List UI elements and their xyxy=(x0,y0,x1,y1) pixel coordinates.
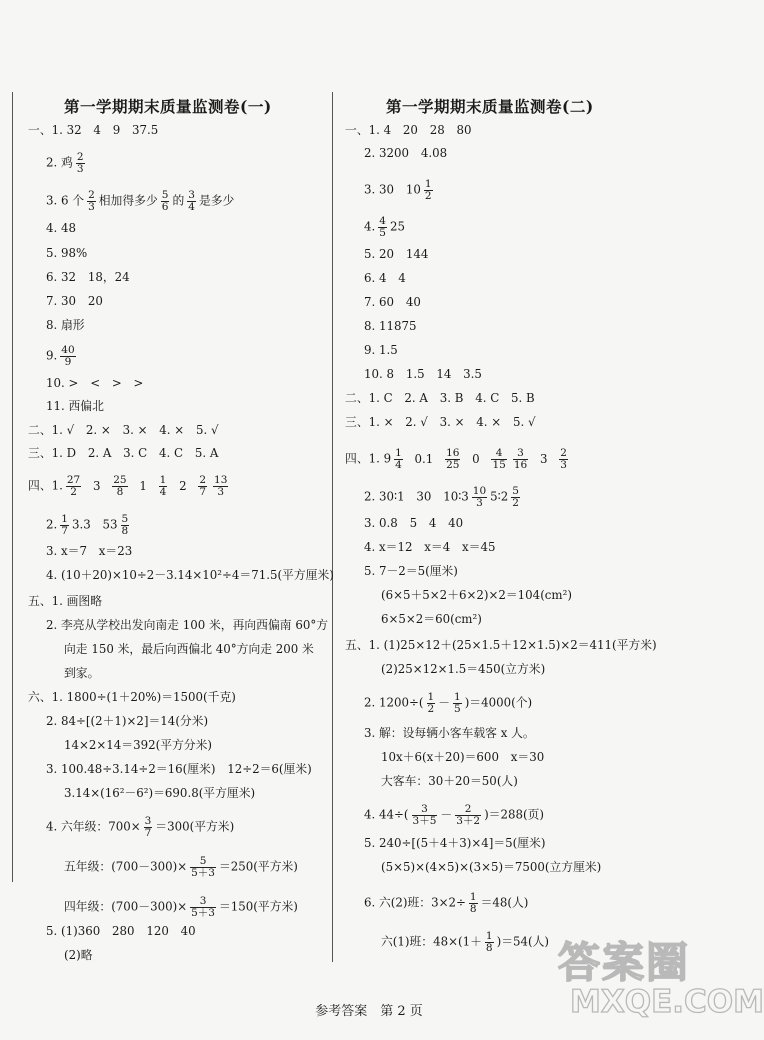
answer-line xyxy=(364,726,535,740)
fraction xyxy=(159,475,168,498)
answer-text: 2. 李亮从学校出发向南走 100 米，再向西偏南 60°方 xyxy=(46,618,329,632)
fraction-numerator: 1 xyxy=(427,691,435,703)
fraction-numerator: 2 xyxy=(88,189,95,201)
fraction-numerator: 16 xyxy=(446,447,460,459)
answer-text: 6×5×2＝60(cm²) xyxy=(381,612,482,626)
answer-line xyxy=(46,514,132,537)
answer-line xyxy=(28,423,219,437)
fraction-denominator: 5＋3 xyxy=(191,907,215,919)
fraction-denominator: 5 xyxy=(454,703,461,715)
fraction-numerator: 5 xyxy=(190,856,216,868)
fraction-denominator: 5 xyxy=(379,227,386,239)
answer-line xyxy=(64,786,255,800)
fraction-numerator: 1 xyxy=(395,447,402,459)
number: 0.1 xyxy=(410,451,438,466)
answer-text: 10. > < > > xyxy=(46,376,144,390)
fraction xyxy=(511,486,520,509)
fraction-numerator: 2 xyxy=(199,474,207,486)
watermark-logo xyxy=(558,930,764,1030)
answer-line xyxy=(381,750,544,764)
fraction-numerator: 3 xyxy=(513,448,528,460)
fraction-numerator: 2 xyxy=(76,151,84,163)
answer-text: 3. 解：设每辆小客车载客 x 人。 xyxy=(364,726,535,740)
answer-line xyxy=(364,343,398,357)
fraction-numerator: 5 xyxy=(161,189,169,201)
answer-text: )＝54(人) xyxy=(496,934,550,949)
answer-line xyxy=(364,146,447,160)
fraction-denominator: 8 xyxy=(116,486,124,498)
answer-line xyxy=(345,123,472,137)
answer-text: 7. 60 40 xyxy=(364,295,421,309)
answer-text: 2. xyxy=(46,517,58,532)
left-section-title: 第一学期期末质量监测卷(一) xyxy=(64,97,272,116)
fraction-numerator: 40 xyxy=(61,344,75,356)
answer-line xyxy=(364,892,528,915)
answer-text: 9. xyxy=(46,348,58,363)
answer-line xyxy=(64,666,99,680)
answer-line xyxy=(345,391,535,405)
fraction xyxy=(66,475,81,498)
answer-line xyxy=(345,448,571,471)
answer-line xyxy=(364,271,406,285)
fraction-numerator: 4 xyxy=(491,448,506,460)
answer-line xyxy=(345,415,536,429)
answer-line xyxy=(364,247,428,261)
answer-line xyxy=(46,544,132,558)
answer-text: ＝250(平方米) xyxy=(218,859,298,874)
fraction xyxy=(187,190,196,213)
answer-text: 3. 30 10 xyxy=(364,182,421,197)
answer-text: 四年级：(700－300)× xyxy=(64,899,188,914)
fraction-denominator: 25 xyxy=(446,459,460,471)
answer-text: 是多少 xyxy=(198,193,235,208)
fraction-denominator: 3 xyxy=(88,201,95,213)
fraction xyxy=(60,514,69,537)
column-divider xyxy=(332,92,333,962)
answer-text: 一、1. 32 4 9 37.5 xyxy=(28,123,159,137)
fraction xyxy=(60,345,75,368)
answer-line xyxy=(64,642,314,656)
answer-text: 2. 3200 4.08 xyxy=(364,146,448,160)
answer-line xyxy=(46,618,328,632)
answer-line xyxy=(46,246,87,260)
answer-text: 3. 0.8 5 4 40 xyxy=(364,516,464,530)
answer-text: 8. 11875 xyxy=(364,319,417,333)
fraction xyxy=(485,931,494,954)
fraction-denominator: 3 xyxy=(217,486,225,498)
fraction xyxy=(161,190,170,213)
answer-line xyxy=(381,860,601,874)
answer-text: (2)略 xyxy=(64,948,93,962)
answer-line xyxy=(46,762,312,776)
answer-text: 5∶2 xyxy=(490,489,509,504)
answer-line xyxy=(364,804,544,827)
answer-text: 3. 6 个 xyxy=(46,193,85,208)
fraction-numerator: 13 xyxy=(214,474,228,486)
answer-line xyxy=(46,270,130,284)
fraction-denominator: 6 xyxy=(161,201,169,213)
fraction-numerator: 5 xyxy=(121,513,129,525)
answer-text: 5. 7－2＝5(厘米) xyxy=(364,564,458,578)
answer-text: 一、1. 4 20 28 80 xyxy=(345,123,472,137)
answer-line xyxy=(381,662,545,676)
answer-text: 四、1. 9 xyxy=(345,451,392,466)
answer-text: 二、1. C 2. A 3. B 4. C 5. B xyxy=(345,391,535,405)
number: 0 xyxy=(468,451,484,466)
answer-text: (2)25×12×1.5＝450(立方米) xyxy=(381,662,546,676)
fraction-denominator: 2 xyxy=(70,486,77,498)
answer-text: 的 xyxy=(172,193,185,208)
fraction-numerator: 3 xyxy=(144,815,152,827)
answer-text: 三、1. D 2. A 3. C 4. C 5. A xyxy=(28,446,219,460)
answer-line xyxy=(381,774,518,788)
answer-text: 8. 扇形 xyxy=(46,318,85,332)
answer-text: 四、1. xyxy=(28,478,63,493)
answer-line xyxy=(364,295,421,309)
answer-text: 三、1. × 2. √ 3. × 4. × 5. √ xyxy=(345,415,536,429)
fraction-denominator: 3＋5 xyxy=(412,815,437,827)
fraction xyxy=(213,475,228,498)
fraction xyxy=(559,448,568,471)
answer-line xyxy=(46,152,88,175)
answer-text: 4. xyxy=(364,219,376,234)
fraction-numerator: 5 xyxy=(512,485,519,497)
answer-text: ＝48(人) xyxy=(480,895,529,910)
answer-line xyxy=(64,738,212,752)
watermark-text: 答案圈 xyxy=(558,938,691,987)
answer-text: 二、1. √ 2. × 3. × 4. × 5. √ xyxy=(28,423,219,437)
fraction-denominator: 2 xyxy=(424,190,432,202)
answer-text: 五、1. (1)25×12＋(25×1.5＋12×1.5)×2＝411(平方米) xyxy=(345,638,657,652)
answer-line xyxy=(46,376,143,390)
right-section-title: 第一学期期末质量监测卷(二) xyxy=(386,97,594,116)
fraction-denominator: 7 xyxy=(61,525,68,537)
answer-text: 10x＋6(x＋20)＝600 x＝30 xyxy=(381,750,545,764)
fraction xyxy=(469,892,478,915)
answer-text: 2. 鸡 xyxy=(46,155,73,170)
answer-text: 6. 4 4 xyxy=(364,271,406,285)
number: 3 xyxy=(536,451,552,466)
fraction-numerator: 1 xyxy=(485,930,493,942)
page-footer: 参考答案 第 2 页 xyxy=(315,1004,423,1019)
fraction-numerator: 27 xyxy=(66,474,81,486)
fraction-numerator: 2 xyxy=(455,804,481,816)
answer-text: 9. 1.5 xyxy=(364,343,398,357)
answer-text: 五年级：(700－300)× xyxy=(64,859,188,874)
answer-text: 3. 100.48÷3.14÷2＝16(厘米) 12÷2＝6(厘米) xyxy=(46,762,312,776)
answer-line xyxy=(364,367,482,381)
answer-line xyxy=(46,399,104,413)
answer-text: 5. 98% xyxy=(46,246,88,260)
fraction-denominator: 3＋2 xyxy=(456,815,481,827)
answer-text: 7. 30 20 xyxy=(46,294,103,308)
answer-text: 六、1. 1800÷(1＋20%)＝1500(千克) xyxy=(28,690,236,704)
answer-text: 3. x＝7 x＝23 xyxy=(46,544,133,558)
fraction-denominator: 7 xyxy=(199,486,207,498)
answer-text: 大客车：30＋20＝50(人) xyxy=(381,774,518,788)
fraction-numerator: 10 xyxy=(472,485,487,497)
answer-line xyxy=(28,123,158,137)
answer-text: 到家。 xyxy=(64,666,100,680)
fraction-numerator: 3 xyxy=(412,804,438,816)
answer-line xyxy=(364,319,417,333)
answer-line xyxy=(46,221,76,235)
watermark-url: MXQE.COM xyxy=(570,984,764,1020)
answer-text: 4. 44÷( xyxy=(364,807,409,822)
answer-line xyxy=(46,190,234,213)
number: 2 xyxy=(175,478,191,493)
answer-text: － xyxy=(438,695,451,710)
answer-text: 5. (1)360 280 120 40 xyxy=(46,924,196,938)
answer-line xyxy=(46,568,334,582)
answer-line xyxy=(28,475,231,498)
number: 3 xyxy=(89,478,105,493)
fraction xyxy=(121,514,130,537)
answer-text: 2. 84÷[(2＋1)×2]＝14(分米) xyxy=(46,714,209,728)
left-margin-rule xyxy=(12,92,13,882)
fraction xyxy=(144,816,153,839)
answer-line xyxy=(381,588,572,602)
answer-line xyxy=(381,612,482,626)
fraction-numerator: 1 xyxy=(61,513,68,525)
answer-text: 4. x＝12 x＝4 x＝45 xyxy=(364,540,496,554)
answer-line xyxy=(364,216,405,239)
fraction xyxy=(455,804,481,827)
fraction-denominator: 8 xyxy=(121,525,129,537)
answer-text: 向走 150 米，最后向西偏北 40°方向走 200 米 xyxy=(64,642,314,656)
answer-text: 4. 六年级：700× xyxy=(46,819,141,834)
fraction xyxy=(76,152,85,175)
answer-line xyxy=(64,896,298,919)
fraction-denominator: 2 xyxy=(512,497,519,509)
fraction-denominator: 2 xyxy=(427,703,435,715)
answer-line xyxy=(364,516,463,530)
fraction-denominator: 8 xyxy=(485,942,493,954)
fraction-denominator: 4 xyxy=(395,459,402,471)
answer-line xyxy=(28,690,236,704)
answer-line xyxy=(46,924,196,938)
answer-text: 五、1. 画图略 xyxy=(28,594,102,608)
answer-text: 25 xyxy=(389,219,405,234)
fraction-numerator: 1 xyxy=(159,474,167,486)
fraction-denominator: 3 xyxy=(476,497,483,509)
fraction xyxy=(491,448,506,471)
answer-text: 相加得多少 xyxy=(98,193,158,208)
fraction-denominator: 5＋3 xyxy=(191,867,215,879)
fraction-denominator: 3 xyxy=(560,459,567,471)
answer-line xyxy=(364,836,545,850)
fraction-numerator: 1 xyxy=(454,691,461,703)
answer-line xyxy=(28,446,218,460)
answer-text: )＝288(页) xyxy=(484,807,544,822)
answer-text: ＝150(平方米) xyxy=(218,899,298,914)
fraction-denominator: 16 xyxy=(513,459,528,471)
answer-text: 11. 西偏北 xyxy=(46,399,104,413)
answer-text: 14×2×14＝392(平方分米) xyxy=(64,738,213,752)
fraction xyxy=(513,448,528,471)
answer-line xyxy=(46,294,103,308)
answer-line xyxy=(46,345,79,368)
answer-line xyxy=(64,856,298,879)
answer-line xyxy=(364,564,458,578)
fraction xyxy=(112,475,127,498)
fraction-denominator: 4 xyxy=(159,486,167,498)
fraction-numerator: 3 xyxy=(188,189,195,201)
answer-text: 6. 32 18，24 xyxy=(46,270,130,284)
answer-text: 3.3 53 xyxy=(71,517,118,532)
fraction xyxy=(453,692,462,715)
answer-text: 六(1)班：48×(1＋ xyxy=(381,934,482,949)
answer-text: 10. 8 1.5 14 3.5 xyxy=(364,367,482,381)
answer-text: ＝300(平方米) xyxy=(155,819,235,834)
fraction-numerator: 1 xyxy=(469,891,477,903)
fraction-numerator: 3 xyxy=(190,896,216,908)
answer-line xyxy=(364,179,436,202)
fraction-numerator: 4 xyxy=(379,215,386,227)
fraction-denominator: 3 xyxy=(76,163,84,175)
fraction-denominator: 9 xyxy=(64,356,72,368)
fraction-numerator: 1 xyxy=(424,178,432,190)
answer-line xyxy=(28,594,102,608)
fraction xyxy=(190,856,216,879)
fraction-denominator: 4 xyxy=(188,201,195,213)
fraction xyxy=(472,486,487,509)
answer-text: 4. 48 xyxy=(46,221,77,235)
answer-text: 5. 240÷[(5＋4＋3)×4]＝5(厘米) xyxy=(364,836,546,850)
fraction xyxy=(190,896,216,919)
answer-text: 3.14×(16²－6²)＝690.8(平方厘米) xyxy=(64,786,256,800)
fraction-denominator: 8 xyxy=(469,903,477,915)
answer-text: 2. 30∶1 30 10∶3 xyxy=(364,489,469,504)
fraction xyxy=(394,448,403,471)
answer-line xyxy=(381,931,549,954)
answer-line xyxy=(64,948,93,962)
answer-line xyxy=(345,638,657,652)
number: 1 xyxy=(135,478,151,493)
answer-text: )＝4000(个) xyxy=(464,695,533,710)
answer-text: 5. 20 144 xyxy=(364,247,429,261)
answer-text: 6. 六(2)班：3×2÷ xyxy=(364,895,466,910)
fraction-numerator: 2 xyxy=(560,447,567,459)
answer-text: 4. (10＋20)×10÷2－3.14×10²÷4＝71.5(平方厘米) xyxy=(46,568,334,582)
answer-text: (6×5＋5×2＋6×2)×2＝104(cm²) xyxy=(381,588,572,602)
answer-line xyxy=(46,318,85,332)
fraction-numerator: 25 xyxy=(113,474,127,486)
fraction-denominator: 15 xyxy=(492,459,506,471)
fraction-denominator: 7 xyxy=(144,827,152,839)
answer-line xyxy=(46,816,234,839)
fraction xyxy=(427,692,436,715)
fraction xyxy=(378,216,387,239)
answer-text: － xyxy=(440,807,453,822)
fraction xyxy=(424,179,433,202)
fraction xyxy=(412,804,438,827)
fraction xyxy=(198,475,207,498)
fraction xyxy=(445,448,460,471)
answer-text: 2. 1200÷( xyxy=(364,695,424,710)
answer-line xyxy=(364,486,523,509)
answer-line xyxy=(364,540,495,554)
answer-line xyxy=(46,714,208,728)
fraction xyxy=(87,190,96,213)
answer-line xyxy=(364,692,532,715)
answer-text: (5×5)×(4×5)×(3×5)＝7500(立方厘米) xyxy=(381,860,602,874)
